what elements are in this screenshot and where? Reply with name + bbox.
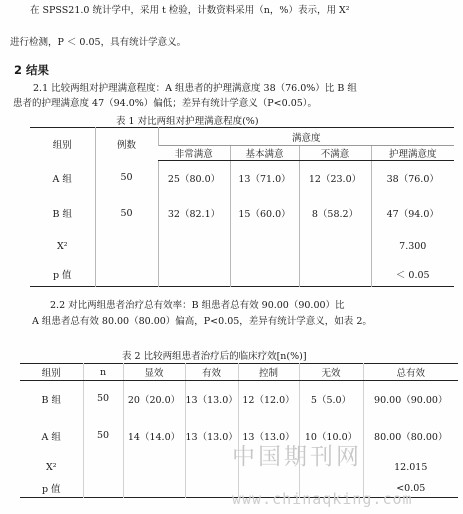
table2-header: 有效 <box>185 364 238 381</box>
intro-line-2: 进行检测，P ＜ 0.05，具有统计学意义。 <box>10 37 187 48</box>
table1-cell: 8（58.2） <box>299 195 371 232</box>
table2-header: n <box>83 364 123 381</box>
table2-header: 组别 <box>20 364 83 381</box>
table1-cell: 12（23.0） <box>299 161 371 195</box>
para2-line-1: 2.2 对比两组患者治疗总有效率：B 组患者总有效 90.00（90.00）比 <box>50 300 345 311</box>
table1-cell-group: B 组 <box>52 209 72 220</box>
table-row <box>20 381 458 417</box>
table2-header: 控制 <box>238 364 299 381</box>
table2-cell: 50 <box>83 417 123 455</box>
table1-cell: 15（60.0） <box>230 195 299 232</box>
table2-caption: 表 2 比较两组患者治疗后的临床疗效[n(%)] <box>122 351 307 362</box>
table1-cell: 13（71.0） <box>230 161 299 195</box>
table1-cell: 38（76.0） <box>371 161 454 195</box>
table1-cell: 32（82.1） <box>158 195 230 232</box>
table2-cell: 13（13.0） <box>238 417 299 455</box>
table2-cell: 10（10.0） <box>299 417 363 455</box>
table2-cell: 90.00（90.00） <box>363 381 458 417</box>
intro-line-1: 在 SPSS21.0 统计学中，采用 t 检验，计数资料采用（n，%）表示，用 X² <box>30 5 350 16</box>
table1-subheader: 不满意 <box>299 146 371 161</box>
table2-chi-value: 12.015 <box>363 455 458 480</box>
table1 <box>30 127 454 287</box>
table2-cell: 13（13.0） <box>185 417 238 455</box>
table2-header: 总有效 <box>363 364 458 381</box>
table2-cell: 50 <box>83 381 123 417</box>
table2-cell: A 组 <box>41 431 61 443</box>
table2-cell: B 组 <box>41 394 61 406</box>
table1-subheader: 护理满意度 <box>371 146 454 161</box>
table2 <box>20 363 458 498</box>
table2-header: 无效 <box>299 364 363 381</box>
para2-line-2: A 组患者总有效 80.00（80.00）偏高，P<0.05，差异有统计学意义，如表 2。 <box>32 316 372 327</box>
para1-line-2: 患者的护理满意度 47（94.0%）偏低；差异有统计学意义（P<0.05）。 <box>13 98 318 109</box>
table2-cell: 80.00（80.00） <box>363 417 458 455</box>
table-row <box>30 262 454 287</box>
table2-cell: 5（5.0） <box>299 381 363 417</box>
table2-p-label: p 值 <box>41 484 61 496</box>
table2-chi-label: X² <box>45 461 57 473</box>
table1-chi-label: X² <box>56 241 68 252</box>
watermark-url: www.chinaqking.com <box>232 490 413 508</box>
table1-subheader: 基本满意 <box>230 146 299 161</box>
watermark-cn: 中国期刊网 <box>232 444 362 470</box>
table2-cell: 13（13.0） <box>185 381 238 417</box>
table1-cell-count: 50 <box>95 161 158 195</box>
table1-caption: 表 1 对比两组对护理满意程度(%) <box>116 116 259 127</box>
table1-header-group: 组别 <box>52 140 72 152</box>
table1-cell: 47（94.0） <box>371 195 454 232</box>
table1-header-satisfaction: 满意度 <box>158 128 454 146</box>
table1-cell: 25（80.0） <box>158 161 230 195</box>
table-row <box>30 232 454 262</box>
table2-cell: 20（20.0） <box>123 381 185 417</box>
table2-p-value: <0.05 <box>363 480 458 498</box>
table1-chi-value: 7.300 <box>371 232 454 262</box>
table2-cell: 14（14.0） <box>123 417 185 455</box>
section-title: 2 结果 <box>14 63 50 77</box>
table2-cell: 12（12.0） <box>238 381 299 417</box>
table1-cell-group: A 组 <box>52 173 72 185</box>
table1-header-count: 例数 <box>95 128 158 161</box>
para1-line-1: 2.1 比较两组对护理满意程度：A 组患者的护理满意度 38（76.0%）比 B 组 <box>33 83 357 94</box>
table1-cell-count: 50 <box>95 195 158 232</box>
table-row <box>30 195 454 232</box>
table1-p-value: ＜ 0.05 <box>371 262 454 287</box>
table-row <box>30 161 454 195</box>
table2-header: 显效 <box>123 364 185 381</box>
table1-p-label: p 值 <box>52 269 72 281</box>
table1-subheader: 非常满意 <box>158 146 230 161</box>
